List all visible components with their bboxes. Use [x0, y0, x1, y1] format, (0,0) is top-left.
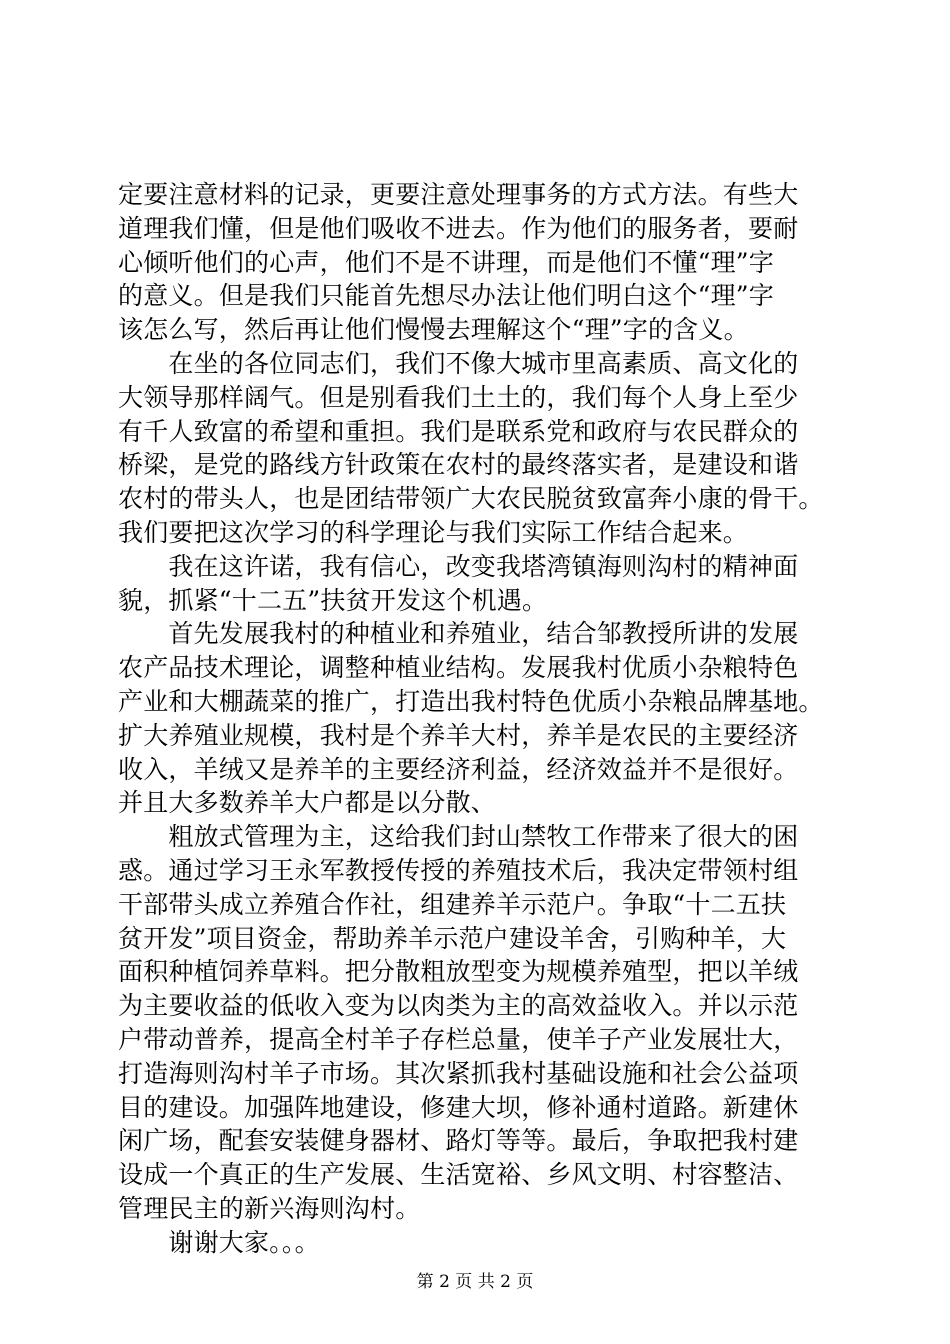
- text-line: 为主要收益的低收入变为以肉类为主的高效益收入。并以示范: [118, 991, 799, 1021]
- text-line: 惑。通过学习王永军教授传授的养殖技术后，我决定带领村组: [118, 855, 799, 885]
- text-line: 管理民主的新兴海则沟村。: [118, 1193, 421, 1223]
- text-line: 有千人致富的希望和重担。我们是联系党和政府与农民群众的: [118, 416, 799, 446]
- text-line: 我们要把这次学习的科学理论与我们实际工作结合起来。: [118, 517, 749, 547]
- text-line: 贫开发”项目资金，帮助养羊示范户建设羊舍，引购种羊，大: [118, 923, 787, 953]
- text-line: 该怎么写，然后再让他们慢慢去理解这个“理”字的含义。: [118, 315, 749, 345]
- text-line: 粗放式管理为主，这给我们封山禁牧工作带来了很大的困: [118, 822, 799, 852]
- text-line: 打造海则沟村羊子市场。其次紧抓我村基础设施和社会公益项: [118, 1058, 799, 1088]
- text-line: 貌，抓紧“十二五”扶贫开发这个机遇。: [118, 585, 548, 615]
- text-line: 心倾听他们的心声，他们不是不讲理，而是他们不懂“理”字: [118, 247, 774, 277]
- text-line: 首先发展我村的种植业和养殖业，结合邹教授所讲的发展: [118, 619, 799, 649]
- text-line: 定要注意材料的记录，更要注意处理事务的方式方法。有些大: [118, 180, 799, 209]
- text-line: 农村的带头人，也是团结带领广大农民脱贫致富奔小康的骨干。: [118, 484, 824, 514]
- text-line: 收入，羊绒又是养羊的主要经济利益，经济效益并不是很好。: [118, 754, 799, 784]
- text-line: 道理我们懂，但是他们吸收不进去。作为他们的服务者，要耐: [118, 213, 799, 243]
- document-body: [118, 178, 838, 1260]
- text-line: 设成一个真正的生产发展、生活宽裕、乡风文明、村容整洁、: [118, 1160, 799, 1190]
- text-line: 在坐的各位同志们，我们不像大城市里高素质、高文化的: [118, 348, 799, 378]
- page-footer: [0, 1271, 950, 1293]
- text-line: 干部带头成立养殖合作社，组建养羊示范户。争取“十二五扶: [118, 889, 787, 919]
- text-line: 并且大多数养羊大户都是以分散、: [118, 788, 497, 818]
- text-line: 农产品技术理论，调整种植业结构。发展我村优质小杂粮特色: [118, 653, 799, 683]
- text-line: 扩大养殖业规模，我村是个养羊大村，养羊是农民的主要经济: [118, 720, 799, 750]
- text-line: 产业和大棚蔬菜的推广，打造出我村特色优质小杂粮品牌基地。: [118, 686, 824, 716]
- text-line: 面积种植饲养草料。把分散粗放型变为规模养殖型，把以羊绒: [118, 957, 799, 987]
- text-line: 的意义。但是我们只能首先想尽办法让他们明白这个“理”字: [118, 281, 774, 311]
- text-line: 目的建设。加强阵地建设，修建大坝，修补通村道路。新建休: [118, 1092, 799, 1122]
- page-number-label: 第 2 页 共 2 页: [416, 1272, 534, 1292]
- text-line: 我在这许诺，我有信心，改变我塔湾镇海则沟村的精神面: [118, 551, 799, 581]
- text-line: 桥梁，是党的路线方针政策在农村的最终落实者，是建设和谐: [118, 450, 799, 480]
- text-line: 谢谢大家。。。: [118, 1227, 320, 1257]
- text-line: 闲广场，配套安装健身器材、路灯等等。最后，争取把我村建: [118, 1126, 799, 1156]
- text-line: 大领导那样阔气。但是别看我们土土的，我们每个人身上至少: [118, 382, 799, 412]
- text-line: 户带动普养，提高全村羊子存栏总量，使羊子产业发展壮大，: [118, 1024, 799, 1054]
